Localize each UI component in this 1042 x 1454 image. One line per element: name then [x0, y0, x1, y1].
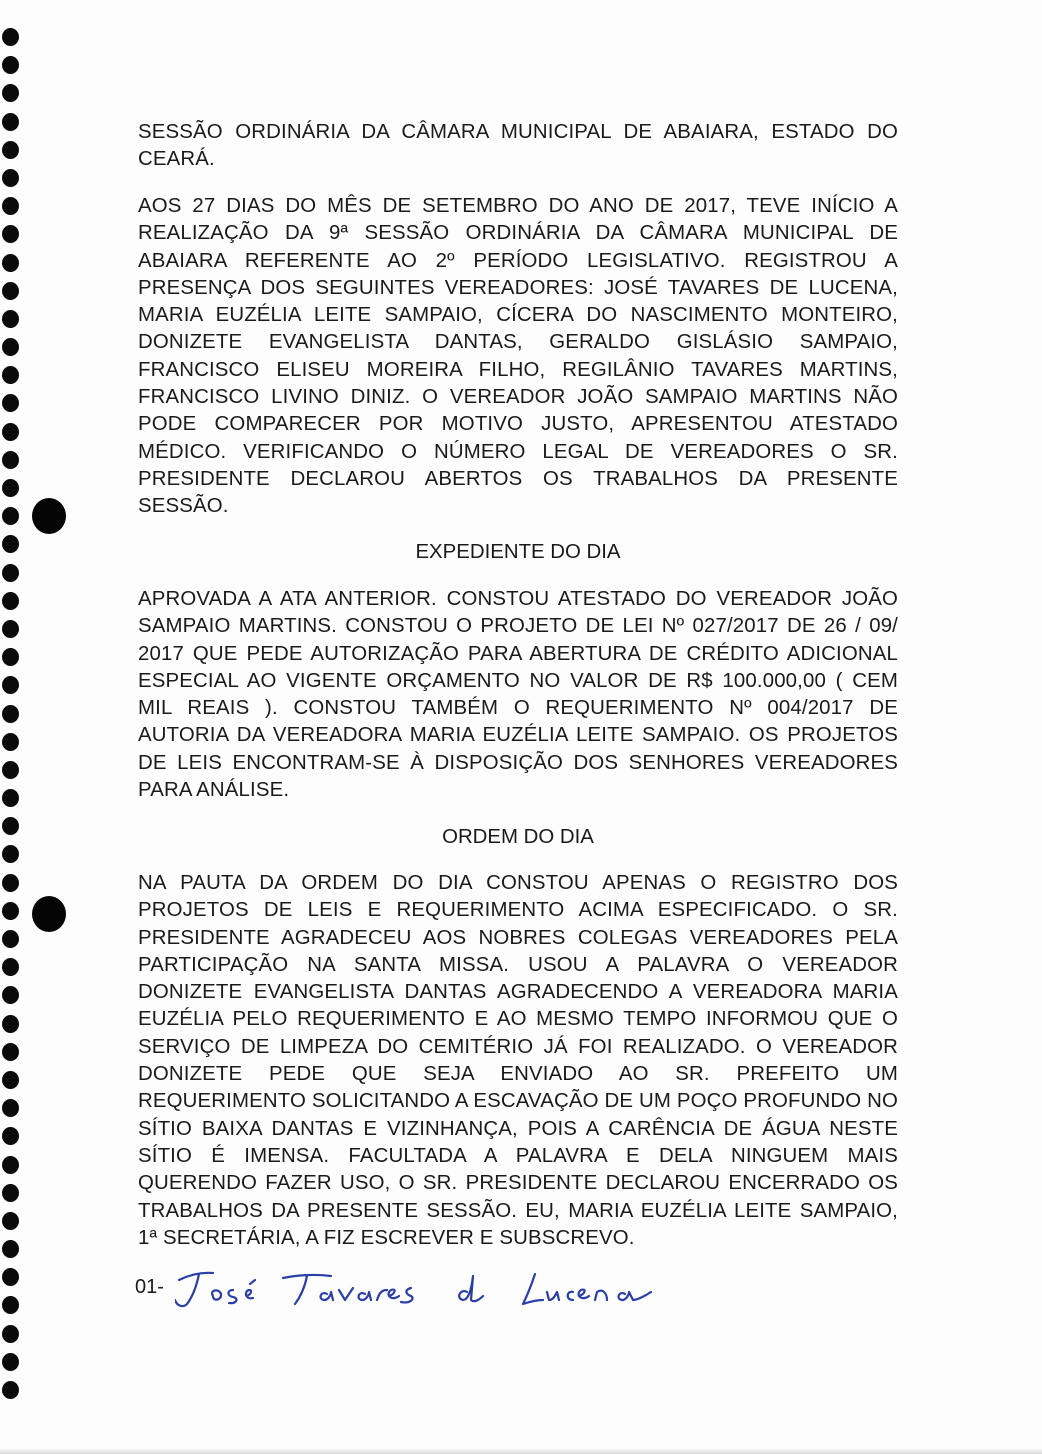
binder-hole: [2, 986, 19, 1004]
punch-hole-upper: [32, 498, 66, 534]
binder-hole: [2, 874, 19, 892]
binder-hole: [2, 1325, 19, 1343]
binder-hole: [2, 141, 19, 159]
binder-hole: [2, 169, 19, 187]
binder-hole: [2, 254, 19, 272]
binder-hole: [2, 620, 19, 638]
binder-hole: [2, 479, 19, 497]
binder-hole: [2, 1156, 19, 1174]
binder-hole: [2, 451, 19, 469]
binder-hole: [2, 1268, 19, 1286]
binder-hole: [2, 310, 19, 328]
binder-hole: [2, 535, 19, 553]
binder-hole: [2, 1381, 19, 1399]
binder-hole: [2, 225, 19, 243]
ordem-heading: ORDEM DO DIA: [442, 826, 594, 848]
binder-hole: [2, 113, 19, 131]
binder-hole: [2, 56, 19, 74]
ordem-paragraph: NA PAUTA DA ORDEM DO DIA CONSTOU APENAS O REGISTRO DOS PROJETOS DE LEIS E REQUERIMENTO ACIMA ESPECIFICADO. O SR. PRESIDENTE AGRADECEU AOS NOBRES COLEGAS VEREADORES PELA PARTICIPAÇÃO NA SANTA MISSA. USOU A PALAVRA O VEREADOR DONIZETE EVANGELISTA DANTAS AGRADECENDO A VEREADORA MARIA EUZÉLIA PELO REQUERIMENTO E AO MESMO TEMPO INFORMOU QUE O SERVIÇO DE LIMPEZA DO CEMITÉRIO JÁ FOI REALIZADO. O VEREADOR DONIZETE PEDE QUE SEJA ENVIADO AO SR. PREFEITO UM REQUERIMENTO SOLICITANDO A ESCAVAÇÃO DE UM POÇO PROFUNDO NO SÍTIO BAIXA DANTAS E VIZINHANÇA, POIS A CARÊNCIA DE ÁGUA NESTE SÍTIO É IMENSA. FACULTADA A PALAVRA E DELA NINGUEM MAIS QUERENDO FAZER USO, O SR. PRESIDENTE DECLAROU ENCERRADO OS TRABALHOS DA PRESENTE SESSÃO. EU, MARIA EUZÉLIA LEITE SAMPAIO, 1ª SECRETÁRIA, A FIZ ESCREVER E SUBSCREVO.: [138, 872, 898, 1249]
binder-hole: [2, 338, 19, 356]
binder-hole: [2, 423, 19, 441]
binder-holes: [2, 28, 24, 1409]
binder-hole: [2, 84, 19, 102]
binder-hole: [2, 845, 19, 863]
binder-hole: [2, 1296, 19, 1314]
expediente-heading: EXPEDIENTE DO DIA: [415, 541, 621, 563]
binder-hole: [2, 676, 19, 694]
binder-hole: [2, 902, 19, 920]
signature-number: 01-: [135, 1276, 164, 1298]
binder-hole: [2, 1212, 19, 1230]
binder-hole: [2, 733, 19, 751]
punch-hole-lower: [32, 896, 66, 932]
binder-hole: [2, 789, 19, 807]
binder-hole: [2, 507, 19, 525]
binder-hole: [2, 648, 19, 666]
opening-paragraph: AOS 27 DIAS DO MÊS DE SETEMBRO DO ANO DE 2017, TEVE INÍCIO A REALIZAÇÃO DA 9ª SESSÃO ORDINÁRIA DA CÂMARA MUNICIPAL DE ABAIARA REFERENTE AO 2º PERÍODO LEGISLATIVO. REGISTROU A PRESENÇA DOS SEGUINTES VEREADORES: JOSÉ TAVARES DE LUCENA, MARIA EUZÉLIA LEITE SAMPAIO, CÍCERA DO NASCIMENTO MONTEIRO, DONIZETE EVANGELISTA DANTAS, GERALDO GISLÁSIO SAMPAIO, FRANCISCO ELISEU MOREIRA FILHO, REGILÂNIO TAVARES MARTINS, FRANCISCO LIVINO DINIZ. O VEREADOR JOÃO SAMPAIO MARTINS NÃO PODE COMPARECER POR MOTIVO JUSTO, APRESENTOU ATESTADO MÉDICO. VERIFICANDO O NÚMERO LEGAL DE VEREADORES O SR. PRESIDENTE DECLAROU ABERTOS OS TRABALHOS DA PRESENTE SESSÃO.: [138, 195, 898, 518]
binder-hole: [2, 1043, 19, 1061]
binder-hole: [2, 1240, 19, 1258]
expediente-paragraph: APROVADA A ATA ANTERIOR. CONSTOU ATESTADO DO VEREADOR JOÃO SAMPAIO MARTINS. CONSTOU O PROJETO DE LEI Nº 027/2017 DE 26 / 09/ 2017 QUE PEDE AUTORIZAÇÃO PARA ABERTURA DE CRÉDITO ADICIONAL ESPECIAL AO VIGENTE ORÇAMENTO NO VALOR DE R$ 100.000,00 ( CEM MIL REAIS ). CONSTOU TAMBÉM O REQUERIMENTO Nº 004/2017 DE AUTORIA DA VEREADORA MARIA EUZÉLIA LEITE SAMPAIO. OS PROJETOS DE LEIS ENCONTRAM-SE À DISPOSIÇÃO DOS SENHORES VEREADORES PARA ANÁLISE.: [138, 588, 898, 802]
binder-hole: [2, 817, 19, 835]
binder-hole: [2, 366, 19, 384]
binder-hole: [2, 1071, 19, 1089]
binder-hole: [2, 1127, 19, 1145]
binder-hole: [2, 564, 19, 582]
binder-hole: [2, 28, 19, 46]
binder-hole: [2, 958, 19, 976]
signature-row: [135, 1266, 735, 1316]
scan-edge: [0, 1448, 1042, 1454]
binder-hole: [2, 394, 19, 412]
binder-hole: [2, 761, 19, 779]
binder-hole: [2, 197, 19, 215]
document-title: SESSÃO ORDINÁRIA DA CÂMARA MUNICIPAL DE ABAIARA, ESTADO DO CEARÁ.: [138, 121, 898, 171]
binder-hole: [2, 282, 19, 300]
binder-hole: [2, 1099, 19, 1117]
binder-hole: [2, 1015, 19, 1033]
binder-hole: [2, 1184, 19, 1202]
binder-hole: [2, 1353, 19, 1371]
handwritten-signature: [175, 1266, 695, 1316]
binder-hole: [2, 592, 19, 610]
binder-hole: [2, 930, 19, 948]
binder-hole: [2, 705, 19, 723]
